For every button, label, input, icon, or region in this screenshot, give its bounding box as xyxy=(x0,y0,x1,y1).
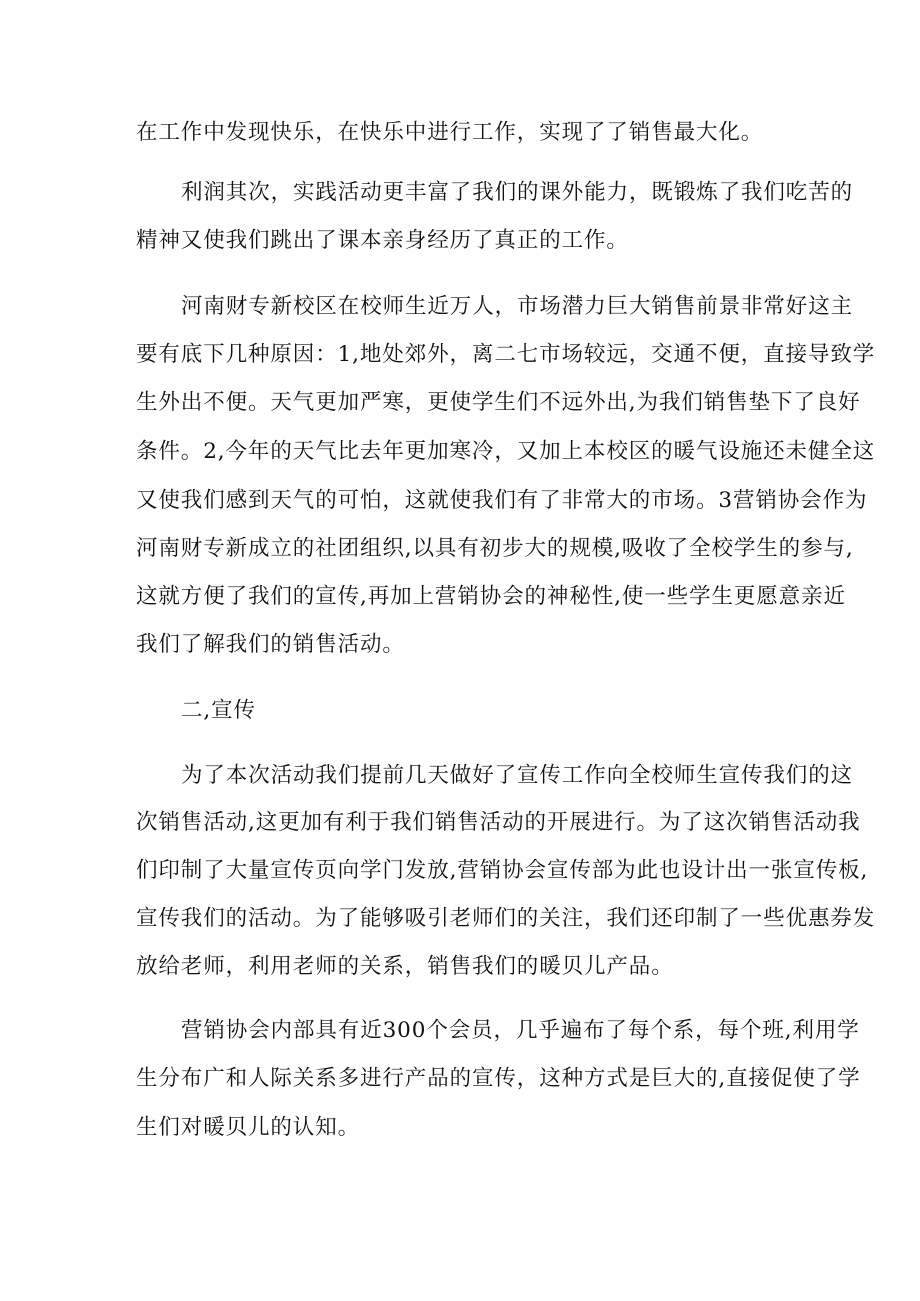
text-line: 营销协会内部具有近300个会员，几乎遍布了每个系，每个班,利用学 xyxy=(181,1018,860,1043)
text-line: 条件。2,今年的天气比去年更加寒冷，又加上本校区的暖气设施还未健全这 xyxy=(136,439,876,464)
text-line: 生外出不便。天气更加严寒，更使学生们不远外出,为我们销售垫下了良好 xyxy=(136,390,861,415)
section-heading: 二,宣传 xyxy=(181,698,256,723)
text-line: 次销售活动,这更加有利于我们销售活动的开展进行。为了这次销售活动我 xyxy=(136,810,861,835)
text-line: 要有底下几种原因：1,地处郊外，离二七市场较远，交通不便，直接导致学 xyxy=(136,342,876,367)
text-line: 河南财专新成立的社团组织,以具有初步大的规模,吸收了全校学生的参与, xyxy=(136,536,854,561)
text-line: 放给老师，利用老师的关系，销售我们的暖贝儿产品。 xyxy=(136,954,674,979)
text-line: 利润其次，实践活动更丰富了我们的课外能力，既锻炼了我们吃苦的 xyxy=(181,180,854,205)
text-line: 宣传我们的活动。为了能够吸引老师们的关注，我们还印制了一些优惠券发 xyxy=(136,906,876,931)
text-line: 又使我们感到天气的可怕，这就使我们有了非常大的市场。3营销协会作为 xyxy=(136,488,868,513)
text-line: 我们了解我们的销售活动。 xyxy=(136,632,405,657)
text-line: 生分布广和人际关系多进行产品的宣传，这种方式是巨大的,直接促使了学 xyxy=(136,1066,861,1091)
text-line: 们印制了大量宣传页向学门发放,营销协会宣传部为此也设计出一张宣传板, xyxy=(136,858,869,883)
text-line: 在工作中发现快乐，在快乐中进行工作，实现了了销售最大化。 xyxy=(136,120,764,145)
text-line: 河南财专新校区在校师生近万人，市场潜力巨大销售前景非常好这主 xyxy=(181,294,854,319)
text-line: 这就方便了我们的宣传,再加上营销协会的神秘性,使一些学生更愿意亲近 xyxy=(136,584,846,609)
text-line: 精神又使我们跳出了课本亲身经历了真正的工作。 xyxy=(136,228,629,253)
text-line: 生们对暖贝儿的认知。 xyxy=(136,1115,361,1140)
text-line: 为了本次活动我们提前几天做好了宣传工作向全校师生宣传我们的这 xyxy=(181,763,854,788)
